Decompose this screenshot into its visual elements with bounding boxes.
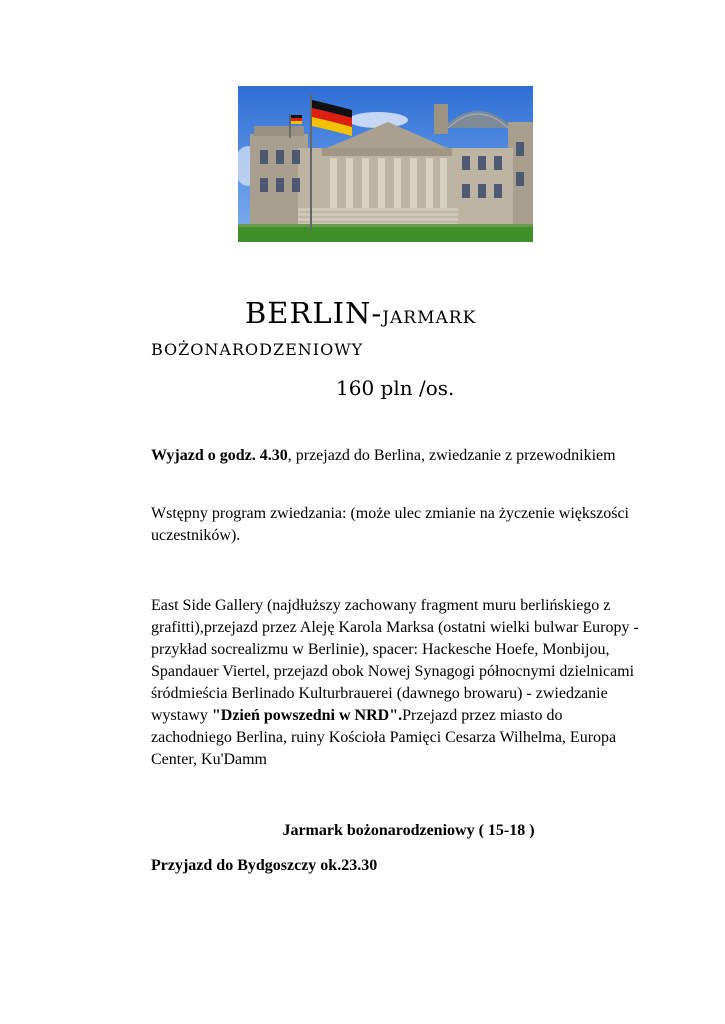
document-title-line2: BOŻONARODZENIOWY [151, 340, 364, 359]
departure-time: Wyjazd o godz. 4.30 [151, 447, 288, 464]
christmas-market: Jarmark bożonarodzeniowy ( 15-18 ) [282, 822, 535, 839]
reichstag-illustration [238, 86, 533, 242]
title-sub: JARMARK [382, 308, 477, 328]
itinerary-part2: Przejazd przez miasto do zachodniego Berlina, ruiny Kościoła Pamięci Cesarza Wilhelma, Europa Center, Ku'Damm [151, 707, 617, 768]
itinerary-part1: East Side Gallery (najdłuższy zachowany fragment muru berlińskiego z grafitti),przejazd przez Aleję Karola Marksa (ostatni wielki bulwar Europy - przykład socrealizmu w Berlinie), spacer: Hackesche Hoefe, Monbijou, Spandauer Viertel, przejazd obok Nowej Synagogi północnymi dzielnicami śródmieścia Berlinado Kulturbrauerei (dawnego browaru) - zwiedzanie wystawy [151, 597, 639, 724]
departure-rest: , przejazd do Berlina, zwiedzanie z przewodnikiem [287, 447, 616, 464]
reichstag-photo [238, 86, 533, 242]
document-title [245, 296, 476, 330]
exhibition-title: "Dzień powszedni w NRD". [211, 707, 403, 724]
price: 160 pln /os. [336, 376, 455, 400]
title-main: BERLIN- [245, 296, 383, 330]
departure-paragraph [151, 445, 641, 467]
arrival-time: Przyjazd do Bydgoszczy ok.23.30 [151, 857, 378, 874]
itinerary-paragraph [151, 595, 641, 771]
program-intro: Wstępny program zwiedzania: (może ulec zmianie na życzenie większości uczestników). [151, 505, 629, 544]
